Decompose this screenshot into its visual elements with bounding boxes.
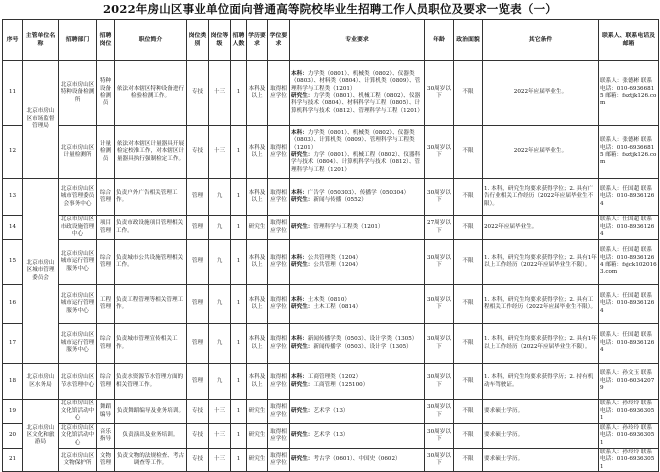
major-text: 新闻传播学类（0503）、设计学类（1305） [307, 336, 418, 343]
major-label: 研究生： [291, 262, 314, 268]
major-label: 研究生： [291, 381, 314, 388]
cell-count: 1 [231, 240, 247, 285]
cell-dept: 北京市房山区文化馆活动中心 [59, 400, 97, 424]
cell-level: 九 [209, 216, 231, 240]
cell-level: 九 [209, 364, 231, 400]
major-label: 研究生： [291, 343, 314, 350]
table-row [3, 449, 659, 472]
header-row [3, 20, 659, 61]
major-label: 研究生： [291, 407, 314, 414]
major-text: 力学类（0801）、机械工程（0802）、仪器科学与技术（0804）、材料科学与工程（0805）、计算机科学与技术（0812）、管理科学与工程（1201） [291, 93, 423, 114]
cell-other: 要求硕士学历。 [483, 424, 599, 449]
cell-post: 工程管理 [97, 285, 115, 324]
cell-degree: 取得相应学位 [268, 364, 290, 400]
cell-post: 项目管理 [97, 216, 115, 240]
cell-contact: 联系人：任国超 联系电话：010-89361264 [599, 285, 659, 324]
cell-agency: 北京市房山区城市管理委员会 [23, 179, 59, 364]
cell-politics: 不限 [454, 216, 483, 240]
cell-post: 舞蹈编导 [97, 400, 115, 424]
cell-count: 1 [231, 126, 247, 179]
major-label: 本科： [291, 296, 308, 303]
cell-politics: 不限 [454, 400, 483, 424]
cell-edu: 研究生 [247, 424, 268, 449]
cell-dept: 北京市房山区文物保护所 [59, 449, 97, 472]
cell-dept: 北京市房山区城市运行管理服务中心 [59, 324, 97, 364]
header-post: 招聘岗位 [97, 20, 115, 61]
cell-no: 18 [3, 364, 23, 400]
major-text: 新闻与传播（0552） [313, 197, 367, 203]
cell-dept: 北京市房山区城市管理委员会事务中心 [59, 179, 97, 216]
major-text: 新闻传播学（0503）、设计学（1305） [313, 343, 412, 350]
header-ptype: 岗位类别 [187, 20, 209, 61]
cell-no: 11 [3, 61, 23, 126]
cell-ptype: 管理 [187, 179, 209, 216]
cell-other: 1. 本科，研究生均要求获得学位；2. 具有1年以上工作经历（2022年应届毕业生不限）。 [483, 240, 599, 285]
cell-count: 1 [231, 285, 247, 324]
job-table [2, 19, 659, 472]
cell-politics: 不限 [454, 126, 483, 179]
cell-agency: 北京市房山区水务局 [23, 364, 59, 400]
cell-degree: 取得相应学位 [268, 179, 290, 216]
cell-contact: 联系人：张德彬 联系电话：010-69366815 邮箱：fsztjk126.com [599, 126, 659, 179]
cell-degree: 取得相应学位 [268, 400, 290, 424]
major-label: 研究生： [291, 152, 314, 158]
cell-count: 1 [231, 179, 247, 216]
cell-ptype: 管理 [187, 285, 209, 324]
cell-count: 1 [231, 449, 247, 472]
major-text: 考古学（0601）、中国史（0602） [313, 456, 401, 463]
cell-other: 1. 本科，研究生均要求获得学位；2. 具有工程相关工作经历（2022年应届毕业生不限）。 [483, 285, 599, 324]
cell-intro: 负责演出及业务培训。 [115, 424, 187, 449]
cell-contact: 联系人：孙玲玲 联系电话：010-69363051 [599, 400, 659, 424]
major-label: 本科： [291, 336, 308, 343]
cell-post: 计量检测员 [97, 126, 115, 179]
major-label: 本科： [291, 129, 308, 136]
header-dept: 招聘部门 [59, 20, 97, 61]
header-contact: 联系人、联系电话及邮箱 [599, 20, 659, 61]
major-text: 艺术学（13） [313, 407, 349, 414]
cell-level: 十三 [209, 424, 231, 449]
table-row [3, 179, 659, 216]
cell-major [290, 61, 425, 126]
table-row [3, 240, 659, 285]
cell-intro: 负责市政设施项目管理相关工作。 [115, 216, 187, 240]
cell-other: 要求硕士学历。 [483, 449, 599, 472]
major-text: 土木类（0810） [307, 296, 351, 303]
cell-age: 30周岁以下 [425, 179, 454, 216]
major-label: 研究生： [291, 456, 314, 463]
table-row [3, 216, 659, 240]
cell-edu: 本科及以上 [247, 61, 268, 126]
header-level: 岗位等级 [209, 20, 231, 61]
table-row [3, 424, 659, 449]
cell-contact: 联系人：孙玲玲 联系电话：010-69363051 [599, 449, 659, 472]
cell-degree: 取得相应学位 [268, 240, 290, 285]
header-politics: 政治面貌 [454, 20, 483, 61]
cell-agency: 北京市房山区文化和旅游局 [23, 400, 59, 472]
header-major: 专业要求 [290, 20, 425, 61]
header-count: 招聘人数 [231, 20, 247, 61]
cell-ptype: 专技 [187, 424, 209, 449]
cell-politics: 不限 [454, 285, 483, 324]
cell-dept: 北京市房山区特种设备检测所 [59, 61, 97, 126]
cell-degree: 取得相应学位 [268, 216, 290, 240]
major-label: 研究生： [291, 93, 314, 99]
table-row [3, 61, 659, 126]
cell-major [290, 424, 425, 449]
cell-contact: 联系人：孙文玉 联系电话：010-60342079 [599, 364, 659, 400]
cell-intro: 负责城市管理宣传相关工作。 [115, 324, 187, 364]
cell-post: 综合管理 [97, 364, 115, 400]
table-row [3, 400, 659, 424]
cell-edu: 本科及以上 [247, 285, 268, 324]
cell-count: 1 [231, 216, 247, 240]
cell-ptype: 专技 [187, 61, 209, 126]
cell-contact: 联系人：孙玲玲 联系电话：010-69363051 [599, 424, 659, 449]
cell-major [290, 364, 425, 400]
cell-no: 12 [3, 126, 23, 179]
major-text: 力学（0801）、机械工程（0802）、仪器科学与技术（0804）、计算机科学与技术（0812）、管理科学与工程（1201） [291, 152, 421, 173]
cell-other: 1. 本科，研究生均要求获得学位；2. 具有广告行业相关工作经历（2022年应届毕业生不限）。 [483, 179, 599, 216]
cell-politics: 不限 [454, 61, 483, 126]
cell-intro: 负责舞蹈编导及业务培训。 [115, 400, 187, 424]
cell-intro: 负责城市公共设施管理相关工作。 [115, 240, 187, 285]
cell-edu: 本科及以上 [247, 364, 268, 400]
cell-ptype: 专技 [187, 126, 209, 179]
header-age: 年龄 [425, 20, 454, 61]
cell-other: 要求硕士学历。 [483, 400, 599, 424]
major-label: 本科： [291, 254, 308, 261]
major-text: 工商管理类（1202） [307, 374, 362, 381]
major-text: 力学类（0801）、机械类（0802）、仪器类（0803）、材料类（0804）、计算机类（0809）、管理科学与工程类（1201） [291, 70, 421, 92]
cell-level: 九 [209, 285, 231, 324]
cell-count: 1 [231, 400, 247, 424]
cell-count: 1 [231, 61, 247, 126]
cell-no: 14 [3, 216, 23, 240]
cell-dept: 北京市房山区市政设施管理中心 [59, 216, 97, 240]
cell-other: 2022年应届毕业生。 [483, 126, 599, 179]
cell-contact: 联系人：张德彬 联系电话：010-69366815 邮箱：fsztjk126.com [599, 61, 659, 126]
cell-politics: 不限 [454, 449, 483, 472]
cell-intro: 依法对本辖区计量器具开展检定校准工作，对本辖区计量器具执行强制检定工作。 [115, 126, 187, 179]
major-label: 本科： [291, 374, 308, 381]
cell-degree: 取得相应学位 [268, 285, 290, 324]
header-intro: 职位简介 [115, 20, 187, 61]
header-no: 序号 [3, 20, 23, 61]
cell-degree: 取得相应学位 [268, 126, 290, 179]
cell-age: 30周岁以下 [425, 424, 454, 449]
cell-count: 1 [231, 424, 247, 449]
cell-no: 21 [3, 449, 23, 472]
cell-age: 30周岁以下 [425, 400, 454, 424]
major-text: 艺术学（13） [313, 432, 349, 439]
cell-major [290, 126, 425, 179]
cell-dept: 北京市房山区城市运行管理服务中心 [59, 240, 97, 285]
cell-degree: 取得相应学位 [268, 61, 290, 126]
header-edu: 学历要求 [247, 20, 268, 61]
cell-degree: 取得相应学位 [268, 424, 290, 449]
cell-politics: 不限 [454, 364, 483, 400]
cell-intro: 负责水资源节水管理方面的相关管理工作。 [115, 364, 187, 400]
cell-intro: 依法对本辖区特种设备进行检验检测工作。 [115, 61, 187, 126]
cell-edu: 本科及以上 [247, 324, 268, 364]
cell-post: 综合管理 [97, 179, 115, 216]
table-row [3, 126, 659, 179]
cell-dept: 北京市房山区计量检测所 [59, 126, 97, 179]
cell-contact: 联系人：任国超 联系电话：010-89361264 [599, 324, 659, 364]
cell-no: 20 [3, 424, 23, 449]
cell-edu: 研究生 [247, 400, 268, 424]
cell-edu: 本科及以上 [247, 126, 268, 179]
cell-major [290, 240, 425, 285]
cell-post: 音乐指导 [97, 424, 115, 449]
cell-count: 1 [231, 324, 247, 364]
cell-post: 特种设备检测员 [97, 61, 115, 126]
cell-politics: 不限 [454, 179, 483, 216]
cell-ptype: 专技 [187, 449, 209, 472]
major-text: 工商管理（125100） [313, 381, 369, 388]
table-row [3, 324, 659, 364]
cell-edu: 本科及以上 [247, 179, 268, 216]
table-row [3, 364, 659, 400]
cell-age: 30周岁以下 [425, 364, 454, 400]
cell-edu: 研究生 [247, 449, 268, 472]
cell-intro: 负责户外广告相关管理工作。 [115, 179, 187, 216]
cell-level: 十三 [209, 61, 231, 126]
major-text: 公共管理类（1204） [307, 254, 362, 261]
cell-other: 2022年应届毕业生。 [483, 61, 599, 126]
cell-level: 十三 [209, 400, 231, 424]
cell-no: 16 [3, 285, 23, 324]
cell-other: 1. 本科，研究生均要求获得学历；2. 持有机动车驾驶证。 [483, 364, 599, 400]
cell-major [290, 324, 425, 364]
cell-ptype: 管理 [187, 216, 209, 240]
major-label: 研究生： [291, 304, 314, 310]
major-text: 广告学（050303）、传播学（050304） [307, 189, 410, 196]
cell-intro: 负责文物的法规检查、考古调查等工作。 [115, 449, 187, 472]
cell-contact: 联系人：任国超 联系电话：010-89361264 邮箱：fsjck1020163.com [599, 240, 659, 285]
cell-age: 30周岁以下 [425, 61, 454, 126]
cell-no: 19 [3, 400, 23, 424]
major-text: 土木工程（0814） [313, 304, 362, 310]
cell-intro: 负责工程管理等相关管理工作。 [115, 285, 187, 324]
cell-no: 13 [3, 179, 23, 216]
major-label: 研究生： [291, 197, 314, 203]
cell-age: 30周岁以下 [425, 240, 454, 285]
cell-level: 九 [209, 240, 231, 285]
cell-post: 综合管理 [97, 324, 115, 364]
cell-major [290, 216, 425, 240]
cell-agency: 北京市房山区市场监督管理局 [23, 61, 59, 179]
cell-major [290, 179, 425, 216]
cell-ptype: 管理 [187, 240, 209, 285]
cell-level: 十三 [209, 449, 231, 472]
cell-dept: 北京市房山区城市运行管理服务中心 [59, 285, 97, 324]
cell-major [290, 449, 425, 472]
cell-no: 17 [3, 324, 23, 364]
table-row [3, 285, 659, 324]
major-label: 研究生： [291, 432, 314, 439]
major-label: 研究生： [291, 223, 314, 230]
cell-other: 2022年应届毕业生。 [483, 216, 599, 240]
cell-dept: 北京市房山区文化馆活动中心 [59, 424, 97, 449]
cell-level: 九 [209, 324, 231, 364]
cell-level: 十三 [209, 126, 231, 179]
header-other: 其它条件 [483, 20, 599, 61]
cell-other: 1. 本科，研究生均要求获得学位；2. 具有1年以上工作经历（2022年应届毕业生不限）。 [483, 324, 599, 364]
cell-age: 30周岁以下 [425, 324, 454, 364]
cell-degree: 取得相应学位 [268, 449, 290, 472]
major-label: 本科： [291, 70, 308, 77]
cell-ptype: 专技 [187, 400, 209, 424]
cell-politics: 不限 [454, 240, 483, 285]
major-text: 力学类（0801）、机械类（0802）、仪器类（0803）、计算机类（0809）、管理科学与工程类（1201） [291, 129, 415, 151]
cell-post: 综合管理 [97, 240, 115, 285]
header-degree: 学位要求 [268, 20, 290, 61]
cell-major [290, 400, 425, 424]
cell-politics: 不限 [454, 324, 483, 364]
major-text: 管理科学与工程类（1201） [313, 223, 384, 230]
cell-edu: 研究生 [247, 216, 268, 240]
cell-contact: 联系人：任国超 联系电话：010-89361264 [599, 216, 659, 240]
cell-politics: 不限 [454, 424, 483, 449]
cell-ptype: 管理 [187, 324, 209, 364]
major-label: 本科： [291, 189, 308, 196]
cell-ptype: 管理 [187, 364, 209, 400]
header-agency: 主管单位名称 [23, 20, 59, 61]
cell-dept: 北京市房山区节水管理中心 [59, 364, 97, 400]
cell-edu: 本科及以上 [247, 240, 268, 285]
cell-post: 文物管理 [97, 449, 115, 472]
cell-major [290, 285, 425, 324]
cell-age: 30周岁以下 [425, 126, 454, 179]
page-title: 2022年房山区事业单位面向普通高等院校毕业生招聘工作人员职位及要求一览表（一） [102, 2, 557, 16]
cell-age: 30周岁以下 [425, 285, 454, 324]
cell-age: 27周岁以下 [425, 216, 454, 240]
cell-level: 九 [209, 179, 231, 216]
cell-no: 15 [3, 240, 23, 285]
cell-age: 30周岁以下 [425, 449, 454, 472]
cell-contact: 联系人：任国超 联系电话：010-89361264 [599, 179, 659, 216]
cell-degree: 取得相应学位 [268, 324, 290, 364]
major-text: 公共管理（1204） [313, 262, 362, 268]
cell-count: 1 [231, 364, 247, 400]
